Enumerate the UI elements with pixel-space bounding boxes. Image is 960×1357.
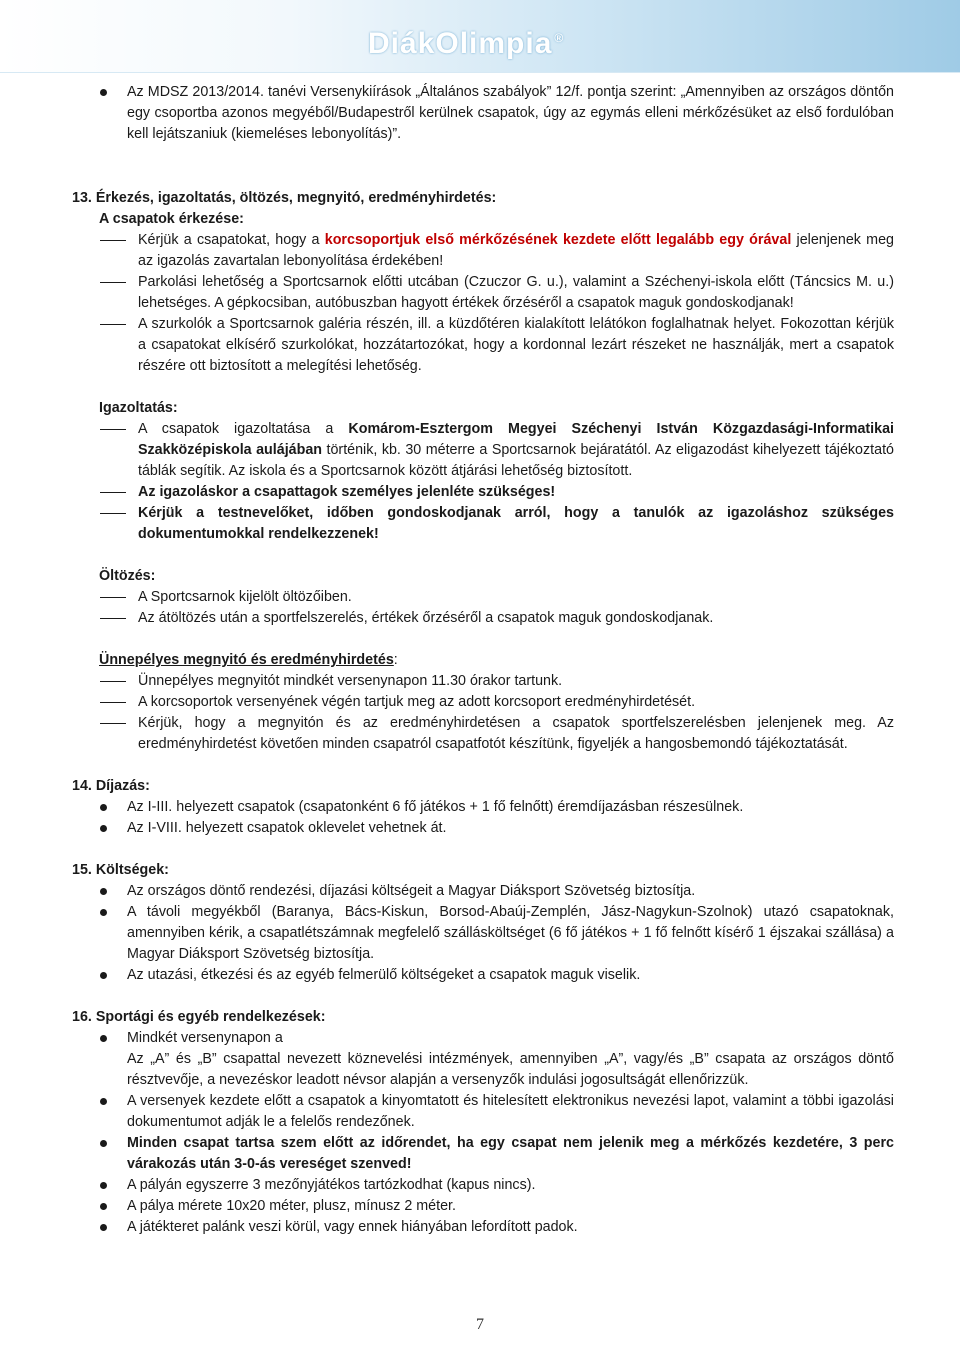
rules-item-2: A versenyek kezdete előtt a csapatok a kinyomtatott és hitelesített elektronikus nevezési lapot, valamint a többi igazolási dokumentumot adják le a felelős rendezőnek. <box>72 1091 894 1133</box>
section-15-title: 15. Költségek: <box>72 862 169 878</box>
id-item-3: Kérjük a testnevelőket, időben gondoskodjanak arról, hogy a tanulók az igazoláshoz szükséges dokumentumokkal rendelkezzenek! <box>72 503 894 545</box>
arrival-item-1 <box>72 230 894 272</box>
rules-item-3: Minden csapat tartsa szem előtt az időrendet, ha egy csapat nem jelenik meg a mérkőzés kezdetére, 3 perc várakozás után 3-0-ás vereséget szenved! <box>72 1133 894 1175</box>
costs-item-1: Az országos döntő rendezési, díjazási költségeit a Magyar Diáksport Szövetség biztosítja. <box>72 881 894 902</box>
ceremony-heading-colon: : <box>393 652 398 668</box>
id-1-text: A csapatok igazoltatása a <box>138 421 349 437</box>
costs-item-3: Az utazási, étkezési és az egyéb felmerülő költségeket a csapatok maguk viselik. <box>72 965 894 986</box>
arrival-heading: A csapatok érkezése: <box>99 211 244 227</box>
rules-item-1: Mindkét versenynapon a <box>72 1028 894 1049</box>
arrival-1-highlight: korcsoportjuk első mérkőzésének kezdete előtt legalább egy órával <box>324 232 792 248</box>
document-body <box>72 82 894 1238</box>
dress-heading: Öltözés: <box>99 568 156 584</box>
id-heading: Igazoltatás: <box>99 400 178 416</box>
dress-item-1: A Sportcsarnok kijelölt öltözőiben. <box>72 587 894 608</box>
section-14-title: 14. Díjazás: <box>72 778 150 794</box>
arrival-1-text: Kérjük a csapatokat, hogy a <box>138 232 325 248</box>
ceremony-item-2: A korcsoportok versenyének végén tartjuk meg az adott korcsoport eredményhirdetését. <box>72 692 894 713</box>
section-16-title: 16. Sportági és egyéb rendelkezések: <box>72 1009 326 1025</box>
ceremony-heading <box>72 650 894 671</box>
registered-mark: ® <box>554 31 565 45</box>
dress-item-2: Az átöltözés után a sportfelszerelés, értékek őrzéséről a csapatok maguk gondoskodjanak. <box>72 608 894 629</box>
awards-item-1: Az I-III. helyezett csapatok (csapatonként 6 fő játékos + 1 fő felnőtt) éremdíjazásban részesülnek. <box>72 797 894 818</box>
intro-bullet: Az MDSZ 2013/2014. tanévi Versenykiírások „Általános szabályok” 12/f. pontja szerint: „Amennyiben az országos döntőn egy csoportba azonos megyéből/Budapestről kerülnek csapatok, úgy az egymás elleni mérkőzésüket az első fordulóban kell lejátszaniuk (kiemeléses lebonyolítás)”. <box>72 82 894 145</box>
id-item-1 <box>72 419 894 482</box>
id-1-text-end: történik, kb. 30 méterre a Sportcsarnok bejáratától. Az eligazodást kihelyezett tájékoztató táblák segítik. Az iskola és a Sportcsarnok között átjárási lehetőség biztosított. <box>138 442 894 479</box>
arrival-item-3: A szurkolók a Sportcsarnok galéria részén, ill. a küzdőtéren kialakított lelátókon foglalhatnak helyet. Fokozottan kérjük a csapatokat elkísérő szurkolókat, hozzátartozókat, hogy a kordonnal lezárt részeket ne használják, mert a csapatok részére ott biztosított a melegítési lehetőség. <box>72 314 894 377</box>
rules-item-5: A pálya mérete 10x20 méter, plusz, mínusz 2 méter. <box>72 1196 894 1217</box>
rules-item-4: A pályán egyszerre 3 mezőnyjátékos tartózkodhat (kapus nincs). <box>72 1175 894 1196</box>
ceremony-heading-text: Ünnepélyes megnyitó és eredményhirdetés <box>99 652 394 668</box>
arrival-1-text-end: jelenjenek meg az igazolás zavartalan lebonyolítása érdekében! <box>138 232 894 269</box>
ceremony-item-3: Kérjük, hogy a megnyitón és az eredményhirdetésen a csapatok sportfelszerelésben jelenjenek meg. Az eredményhirdetést követően minden csapatról csapatfotót készítünk, figyeljék a hangosbemondó tájékoztatását. <box>72 713 894 755</box>
awards-item-2: Az I-VIII. helyezett csapatok oklevelet vehetnek át. <box>72 818 894 839</box>
page-header-banner <box>0 0 960 73</box>
ceremony-item-1: Ünnepélyes megnyitót mindkét versenynapon 11.30 órakor tartunk. <box>72 671 894 692</box>
id-item-2: Az igazoláskor a csapattagok személyes jelenléte szükséges! <box>72 482 894 503</box>
page-number: 7 <box>476 1316 484 1333</box>
logo-text: DiákOlimpia <box>368 27 553 60</box>
arrival-item-2: Parkolási lehetőség a Sportcsarnok előtti utcában (Czuczor G. u.), valamint a Széchenyi-iskola előtt (Táncsics M. u.) lehetséges. A gépkocsiban, autóbuszban hagyott értékek őrzéséről a csapatok maguk gondoskodjanak! <box>72 272 894 314</box>
rules-item-6: A játékteret palánk veszi körül, vagy ennek hiányában lefordított padok. <box>72 1217 894 1238</box>
id-1-bold: Komárom-Esztergom Megyei Széchenyi István Közgazdasági-Informatikai Szakközépiskola aulájában <box>138 421 894 458</box>
section-13-title: 13. Érkezés, igazoltatás, öltözés, megnyitó, eredményhirdetés: <box>72 190 497 206</box>
costs-item-2: A távoli megyékből (Baranya, Bács-Kiskun, Borsod-Abaúj-Zemplén, Jász-Nagykun-Szolnok) utazó csapatoknak, amennyiben kérik, a csapatlétszámnak megfelelő szállásköltséget (6 fő játékos + 1 fő felnőtt kísérő 1 éjszakai szállása) a Magyar Diáksport Szövetség biztosítja. <box>72 902 894 965</box>
diakolimpia-logo <box>368 22 590 66</box>
rules-item-1-continuation: Az „A” és „B” csapattal nevezett köznevelési intézmények, amennyiben „A”, vagy/és „B” csapata az országos döntő résztvevője, a nevezéskor leadott névsor alapján a versenyzők indulási jogosultságát ellenőrizzük. <box>127 1051 894 1088</box>
